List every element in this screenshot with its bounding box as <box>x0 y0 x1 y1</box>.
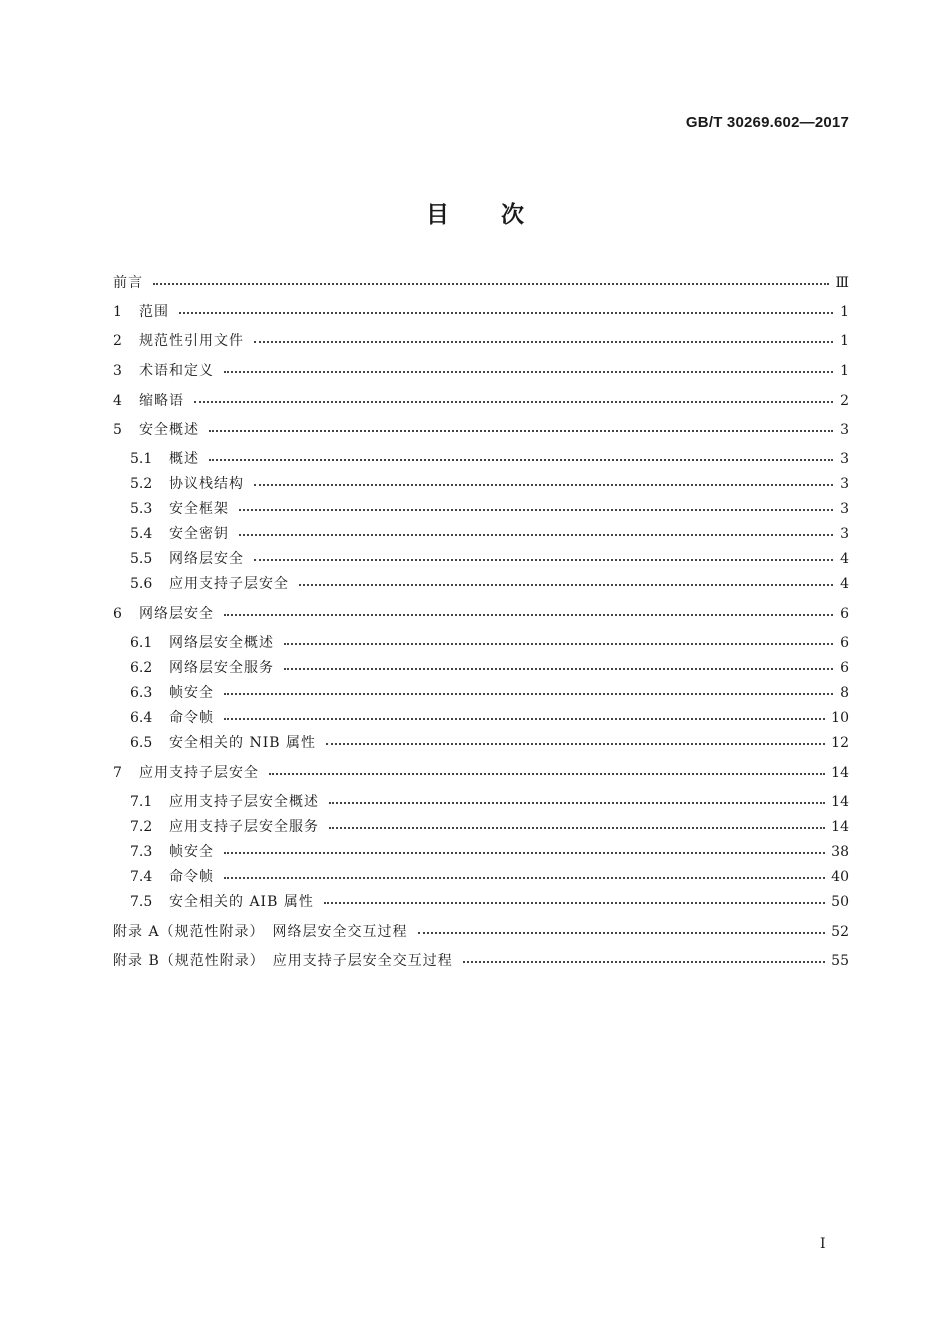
toc-page: 4 <box>840 576 849 592</box>
toc-label: 帧安全 <box>169 685 214 701</box>
dot-leader <box>224 693 833 695</box>
dot-leader <box>326 743 825 745</box>
toc-entry-4[interactable] <box>113 388 849 414</box>
toc-entry-annex-b[interactable] <box>113 948 849 974</box>
standard-code: GB/T 30269.602—2017 <box>685 114 849 131</box>
toc-entry-5-3[interactable] <box>113 496 849 522</box>
toc-page: 6 <box>840 635 849 651</box>
dot-leader <box>179 312 833 314</box>
toc-entry-5-5[interactable] <box>113 546 849 572</box>
toc-page: 3 <box>840 501 849 517</box>
toc-page: 50 <box>831 894 849 910</box>
toc-page: 14 <box>831 819 849 835</box>
toc-page: 14 <box>831 765 849 781</box>
dot-leader <box>329 827 825 829</box>
toc-entry-3[interactable] <box>113 358 849 384</box>
toc-label: 网络层安全 <box>169 551 244 567</box>
toc-label: 应用支持子层安全服务 <box>169 819 319 835</box>
toc-label: 安全概述 <box>139 422 199 438</box>
toc-number: 7.1 <box>130 794 153 810</box>
dot-leader <box>153 283 829 285</box>
toc-entry-7-2[interactable] <box>113 814 849 840</box>
toc-label: 安全相关的 NIB 属性 <box>169 735 316 751</box>
toc-page: 3 <box>840 422 849 438</box>
toc-number: 5.3 <box>130 501 153 517</box>
toc-entry-1[interactable] <box>113 299 849 325</box>
toc-number: 7 <box>113 765 122 781</box>
dot-leader <box>194 401 833 403</box>
toc-number: 6.2 <box>130 660 153 676</box>
toc-label: 安全框架 <box>169 501 229 517</box>
dot-leader <box>254 341 833 343</box>
dot-leader <box>254 484 833 486</box>
toc-number: 7.3 <box>130 844 153 860</box>
toc-entry-foreword[interactable] <box>113 270 849 296</box>
dot-leader <box>324 902 825 904</box>
toc-page: 10 <box>831 710 849 726</box>
toc-page: 2 <box>840 393 849 409</box>
dot-leader <box>269 773 825 775</box>
toc-label: 网络层安全服务 <box>169 660 274 676</box>
toc-label: 应用支持子层安全 <box>169 576 289 592</box>
dot-leader <box>284 643 833 645</box>
toc-label: 缩略语 <box>139 393 184 409</box>
dot-leader <box>299 584 833 586</box>
dot-leader <box>209 430 833 432</box>
toc-page: 1 <box>840 363 849 379</box>
toc-number: 5.5 <box>130 551 153 567</box>
toc-number: 6.4 <box>130 710 153 726</box>
toc-entry-7-1[interactable] <box>113 789 849 815</box>
toc-label: 前言 <box>113 275 143 291</box>
toc-entry-5-1[interactable] <box>113 446 849 472</box>
dot-leader <box>329 802 825 804</box>
toc-entry-7-5[interactable] <box>113 889 849 915</box>
dot-leader <box>284 668 833 670</box>
toc-page: 3 <box>840 451 849 467</box>
toc-label: 术语和定义 <box>139 363 214 379</box>
toc-entry-5[interactable] <box>113 417 849 443</box>
toc-entry-5-6[interactable] <box>113 571 849 597</box>
toc-number: 1 <box>113 304 122 320</box>
toc-label: 协议栈结构 <box>169 476 244 492</box>
toc-page: 38 <box>831 844 849 860</box>
toc-page: 55 <box>831 953 849 969</box>
toc-label: 附录 A（规范性附录） 网络层安全交互过程 <box>113 924 408 940</box>
toc-number: 5.1 <box>130 451 153 467</box>
toc-page: 12 <box>831 735 849 751</box>
toc-number: 7.5 <box>130 894 153 910</box>
toc-page: 3 <box>840 476 849 492</box>
dot-leader <box>224 718 825 720</box>
toc-entry-7[interactable] <box>113 760 849 786</box>
dot-leader <box>224 614 833 616</box>
toc-entry-6-1[interactable] <box>113 630 849 656</box>
dot-leader <box>418 932 826 934</box>
toc-page: 6 <box>840 606 849 622</box>
dot-leader <box>209 459 833 461</box>
toc-entry-5-2[interactable] <box>113 471 849 497</box>
toc-page: 8 <box>840 685 849 701</box>
toc-entry-6-4[interactable] <box>113 705 849 731</box>
toc-number: 5.4 <box>130 526 153 542</box>
toc-page: 3 <box>840 526 849 542</box>
toc-number: 6.3 <box>130 685 153 701</box>
toc-page: 4 <box>840 551 849 567</box>
toc-entry-7-4[interactable] <box>113 864 849 890</box>
page-title: 目次 <box>426 202 576 228</box>
toc-entry-2[interactable] <box>113 328 849 354</box>
toc-label: 安全密钥 <box>169 526 229 542</box>
toc-entry-7-3[interactable] <box>113 839 849 865</box>
page-number: Ⅰ <box>820 1236 826 1252</box>
toc-page: 14 <box>831 794 849 810</box>
toc-page: 1 <box>840 304 849 320</box>
toc-number: 5.2 <box>130 476 153 492</box>
toc-page: 1 <box>840 333 849 349</box>
toc-entry-6-2[interactable] <box>113 655 849 681</box>
toc-page: Ⅲ <box>835 275 849 291</box>
toc-label: 附录 B（规范性附录） 应用支持子层安全交互过程 <box>113 953 453 969</box>
dot-leader <box>463 961 825 963</box>
toc-label: 范围 <box>139 304 169 320</box>
toc-entry-6-3[interactable] <box>113 680 849 706</box>
dot-leader <box>239 534 833 536</box>
toc-entry-6-5[interactable] <box>113 730 849 756</box>
toc-label: 网络层安全 <box>139 606 214 622</box>
toc-number: 5.6 <box>130 576 153 592</box>
dot-leader <box>224 877 825 879</box>
toc-number: 7.2 <box>130 819 153 835</box>
toc-number: 3 <box>113 363 122 379</box>
toc-label: 应用支持子层安全 <box>139 765 259 781</box>
toc-label: 规范性引用文件 <box>139 333 244 349</box>
toc-label: 命令帧 <box>169 710 214 726</box>
toc-number: 2 <box>113 333 122 349</box>
toc-label: 帧安全 <box>169 844 214 860</box>
toc-number: 7.4 <box>130 869 153 885</box>
dot-leader <box>254 559 833 561</box>
toc-label: 安全相关的 AIB 属性 <box>169 894 314 910</box>
dot-leader <box>224 852 825 854</box>
toc-label: 命令帧 <box>169 869 214 885</box>
toc-entry-6[interactable] <box>113 601 849 627</box>
toc-entry-5-4[interactable] <box>113 521 849 547</box>
toc-number: 5 <box>113 422 122 438</box>
toc-page: 6 <box>840 660 849 676</box>
toc-entry-annex-a[interactable] <box>113 919 849 945</box>
toc-number: 6.1 <box>130 635 153 651</box>
toc-page: 40 <box>831 869 849 885</box>
toc-number: 4 <box>113 393 122 409</box>
toc-number: 6 <box>113 606 122 622</box>
toc-label: 网络层安全概述 <box>169 635 274 651</box>
toc-label: 概述 <box>169 451 199 467</box>
toc-label: 应用支持子层安全概述 <box>169 794 319 810</box>
dot-leader <box>239 509 833 511</box>
toc-page: 52 <box>831 924 849 940</box>
dot-leader <box>224 371 833 373</box>
toc-number: 6.5 <box>130 735 153 751</box>
